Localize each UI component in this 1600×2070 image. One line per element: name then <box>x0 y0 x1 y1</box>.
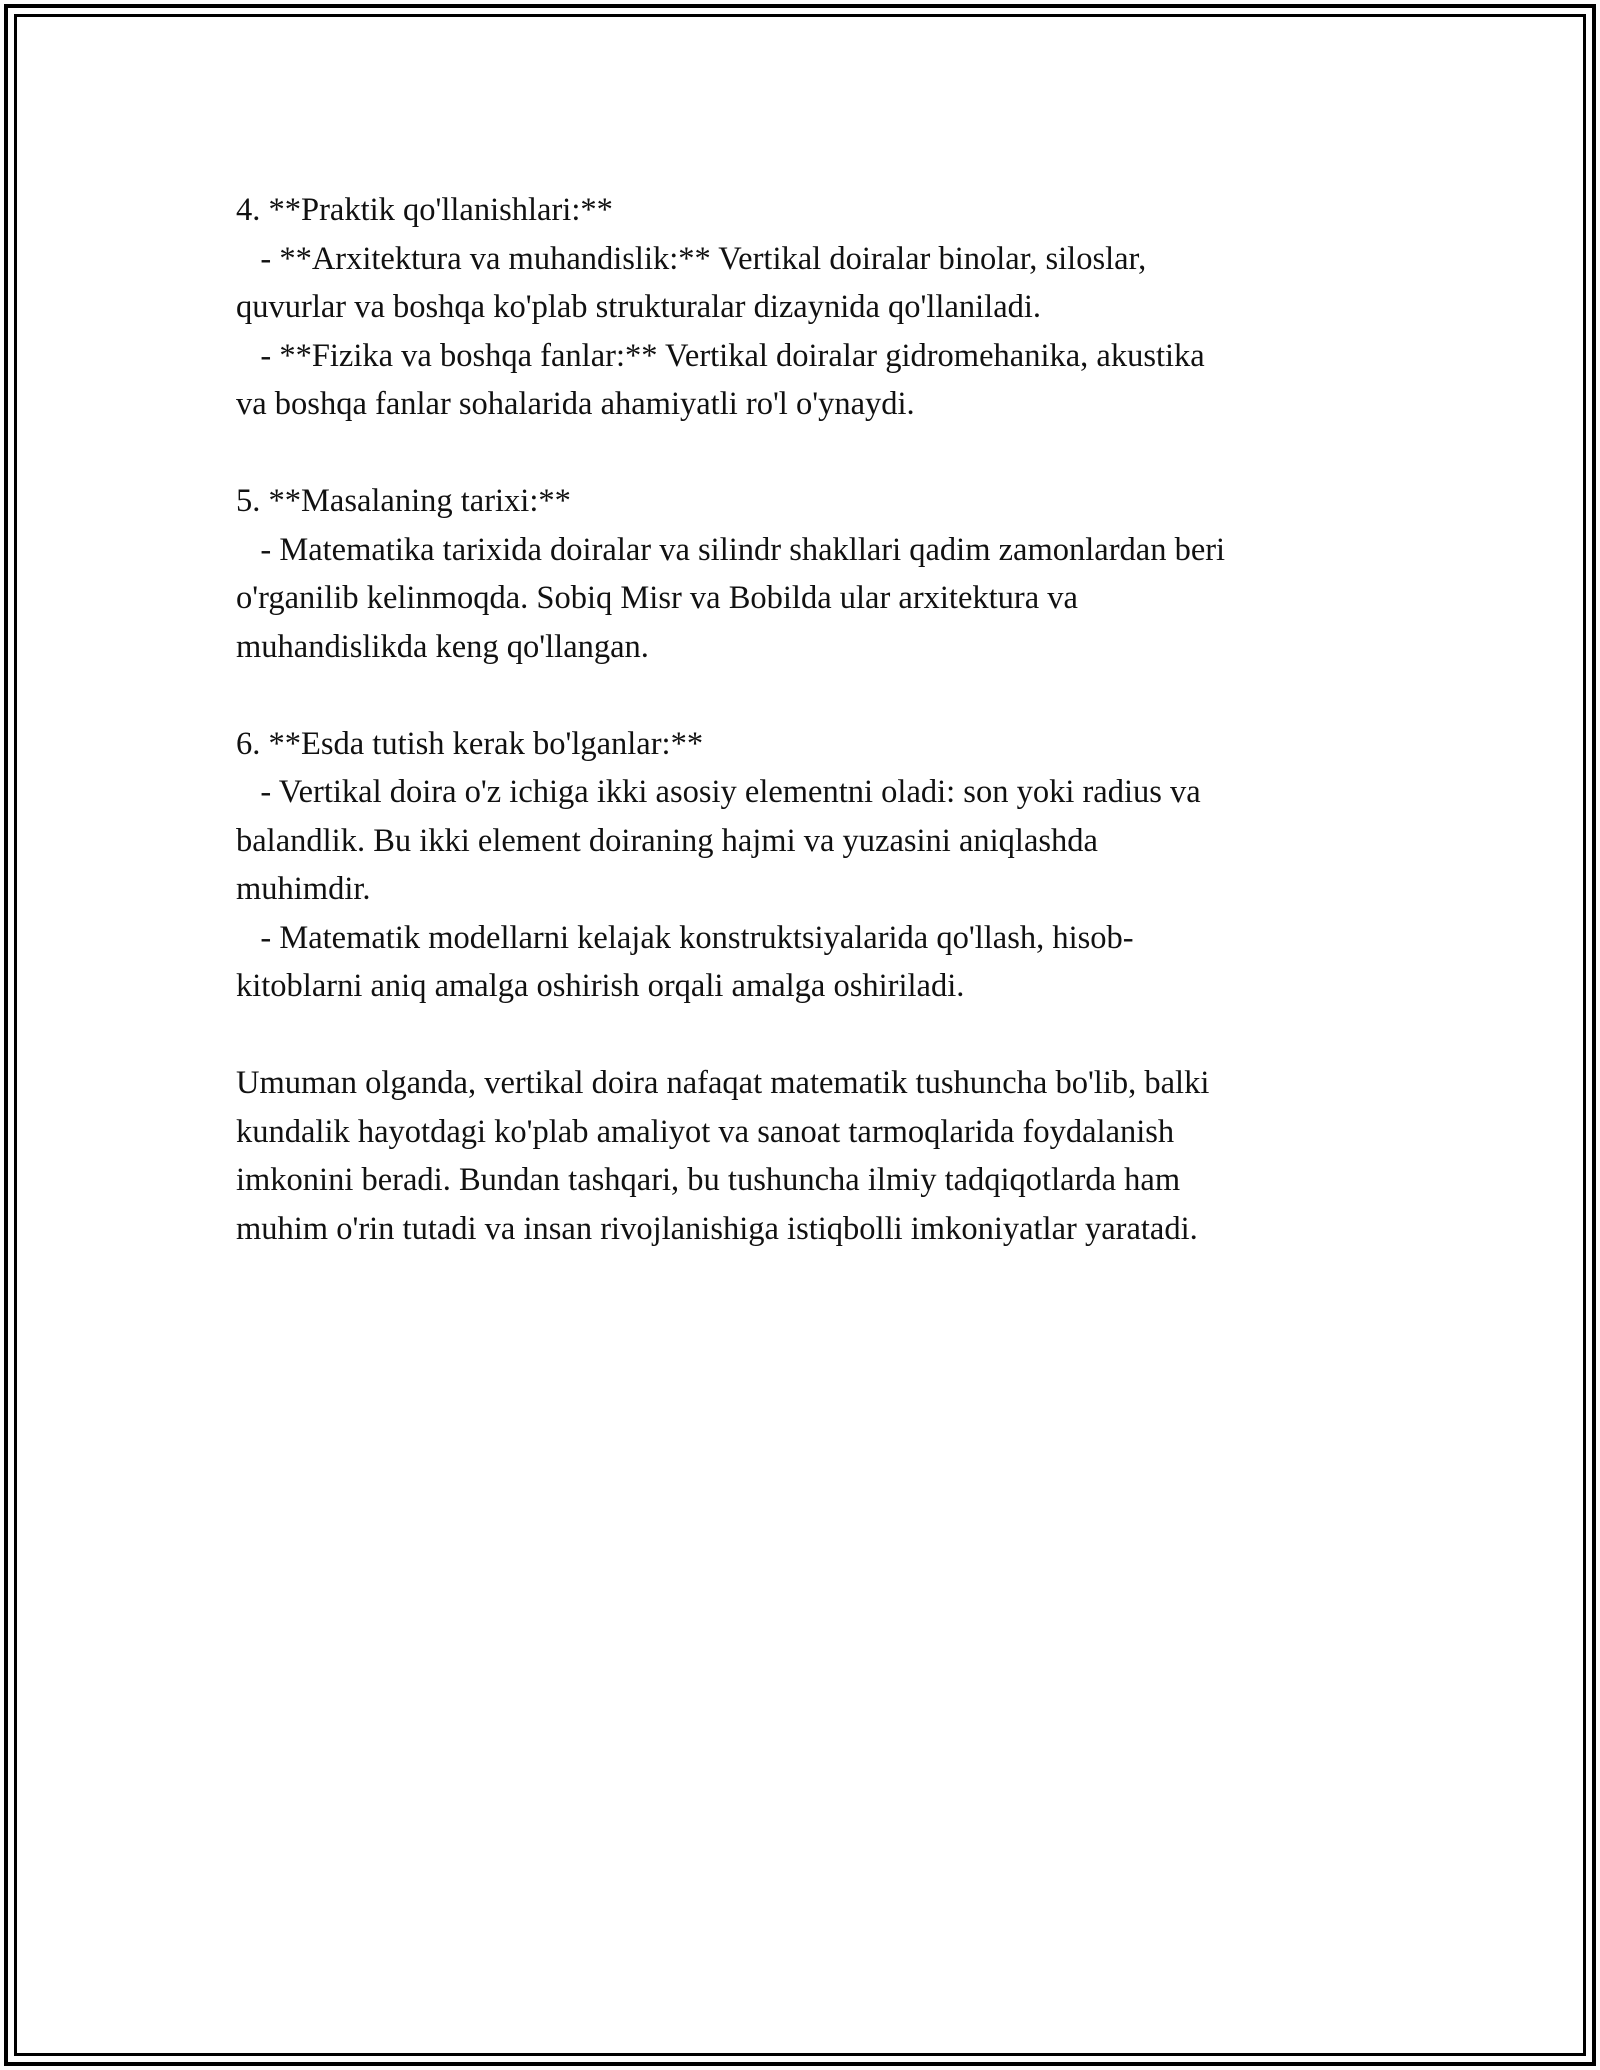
paragraph-gap <box>236 1011 1356 1060</box>
text-line: - Matematika tarixida doiralar va silindr shakllari qadim zamonlardan beri <box>236 531 1226 568</box>
text-line: imkonini beradi. Bundan tashqari, bu tushuncha ilmiy tadqiqotlarda ham <box>236 1162 1181 1198</box>
section-practical-applications <box>236 186 1356 429</box>
text-line: muhandislikda keng qo'llangan. <box>236 628 649 665</box>
text-line: quvurlar va boshqa ko'plab strukturalar dizaynida qo'llaniladi. <box>236 289 1042 325</box>
text-line: muhim o'rin tutadi va insan rivojlanishiga istiqbolli imkoniyatlar yaratadi. <box>236 1210 1198 1247</box>
text-line: - **Fizika va boshqa fanlar:** Vertikal doiralar gidromehanika, akustika <box>236 337 1205 374</box>
text-line: Umuman olganda, vertikal doira nafaqat matematik tushuncha bo'lib, balki <box>236 1065 1210 1101</box>
section-remember <box>236 720 1356 1011</box>
document-body <box>236 186 1356 1253</box>
text-line: - Matematik modellarni kelajak konstruktsiyalarida qo'llash, hisob- <box>236 919 1134 956</box>
text-line: kitoblarni aniq amalga oshirish orqali amalga oshiriladi. <box>236 968 965 1004</box>
section-heading: 6. **Esda tutish kerak bo'lganlar:** <box>236 725 704 762</box>
text-line: balandlik. Bu ikki element doiraning hajmi va yuzasini aniqlashda <box>236 822 1098 859</box>
paragraph-gap <box>236 429 1356 478</box>
text-line: va boshqa fanlar sohalarida ahamiyatli ro'l o'ynaydi. <box>236 386 915 422</box>
section-heading: 4. **Praktik qo'llanishlari:** <box>236 192 613 228</box>
paragraph-gap <box>236 671 1356 720</box>
section-conclusion <box>236 1059 1356 1253</box>
text-line: - Vertikal doira o'z ichiga ikki asosiy elementni oladi: son yoki radius va <box>236 774 1201 810</box>
text-line: - **Arxitektura va muhandislik:** Vertikal doiralar binolar, siloslar, <box>236 240 1147 277</box>
section-heading: 5. **Masalaning tarixi:** <box>236 483 571 519</box>
text-line: muhimdir. <box>236 871 371 907</box>
section-history <box>236 477 1356 671</box>
text-line: o'rganilib kelinmoqda. Sobiq Misr va Bobilda ular arxitektura va <box>236 580 1078 616</box>
text-line: kundalik hayotdagi ko'plab amaliyot va sanoat tarmoqlarida foydalanish <box>236 1113 1175 1150</box>
